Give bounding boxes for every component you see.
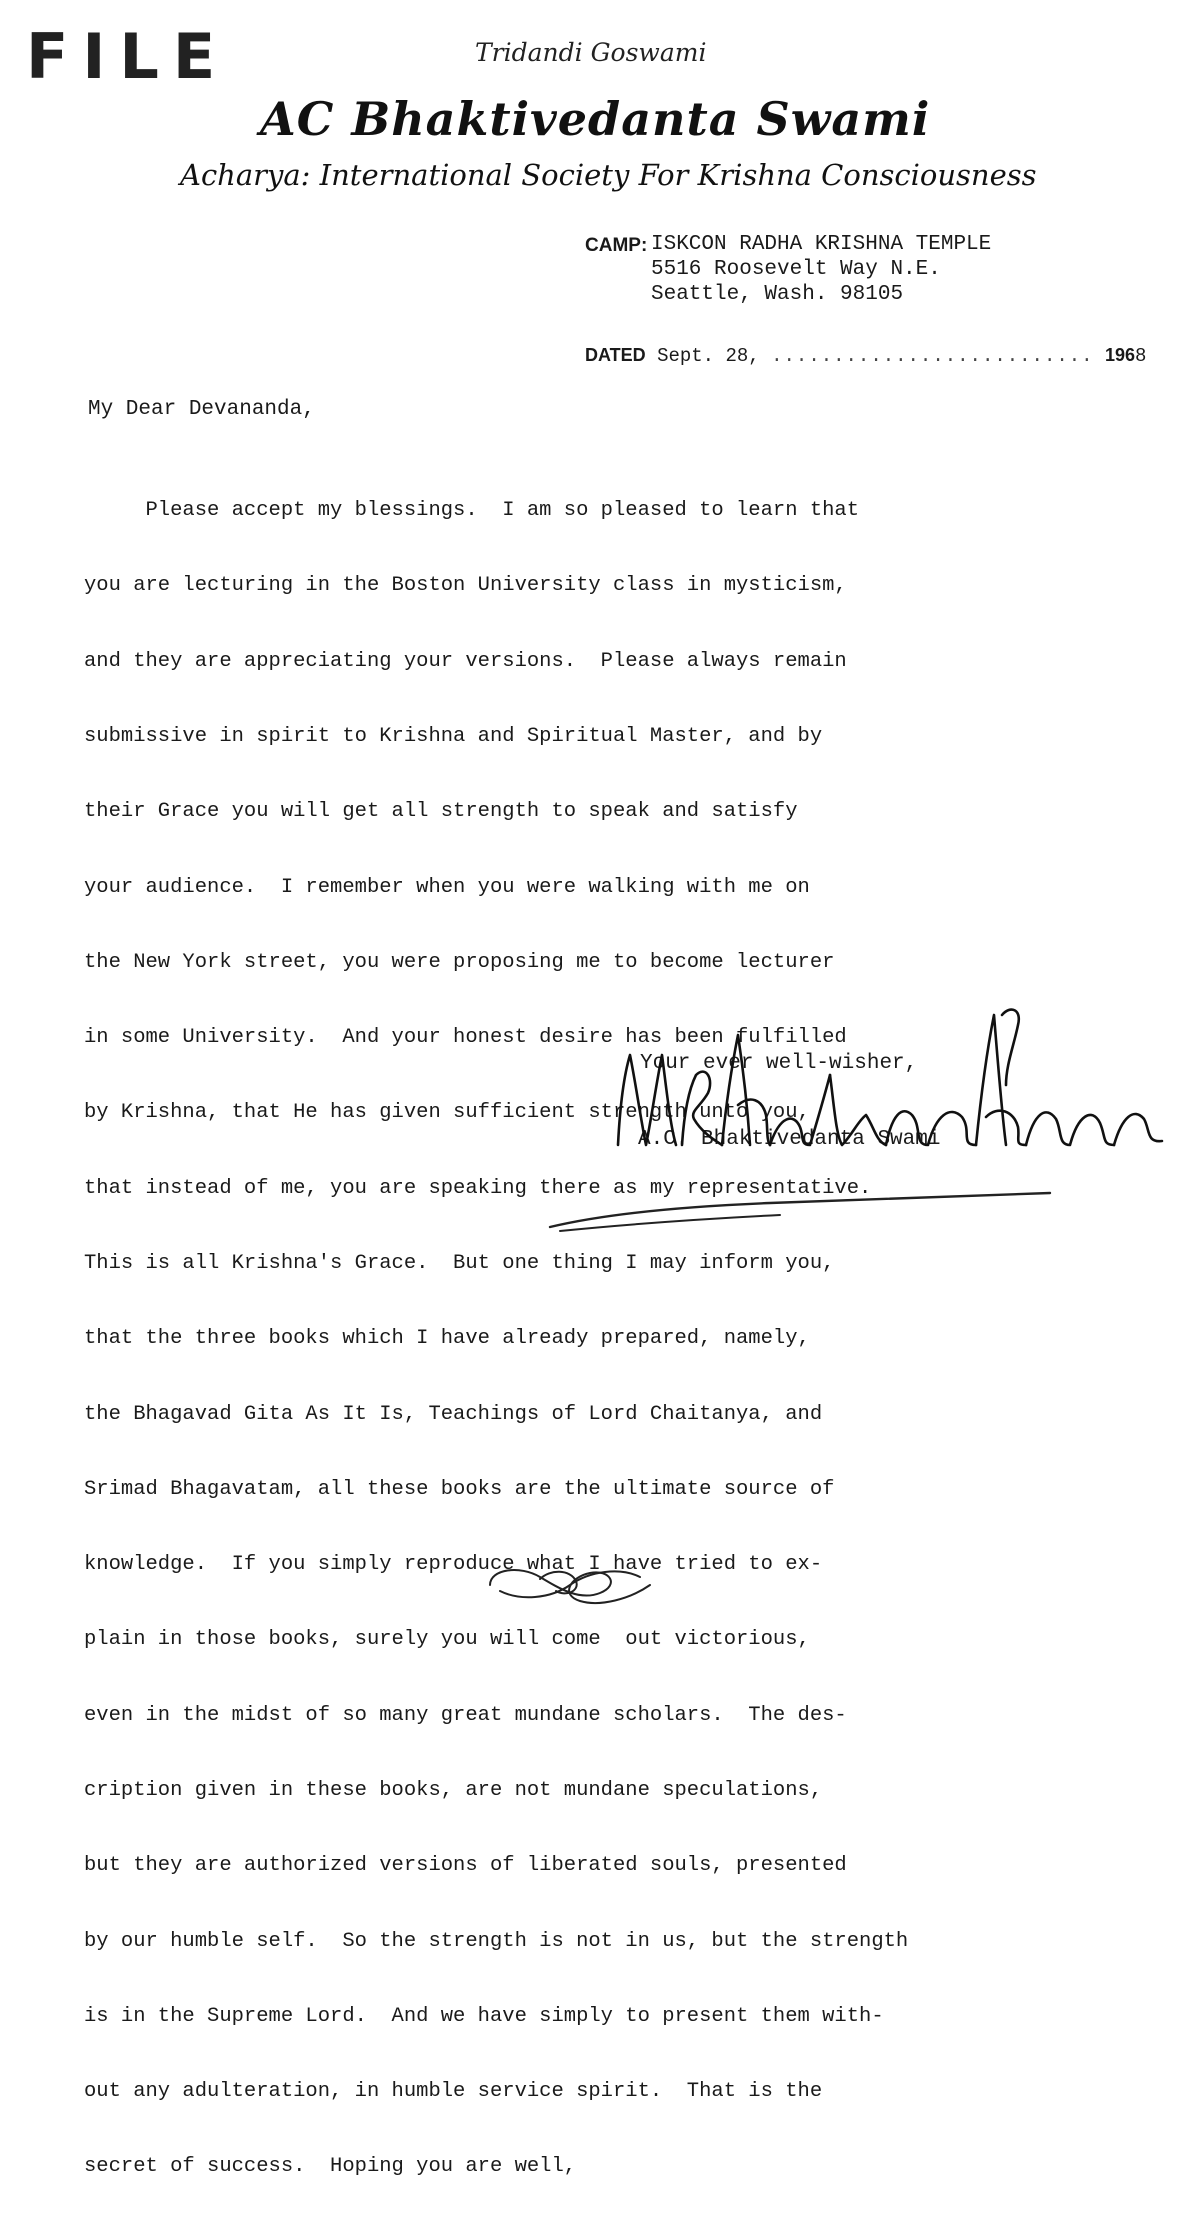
handwritten-signature [610,995,1170,1205]
body-line: in some University. And your honest desire has been fulfilled [84,1026,847,1050]
body-line: out any adulteration, in humble service spirit. That is the [84,2080,823,2104]
body-line: is in the Supreme Lord. And we have simply to present them with- [84,2004,884,2028]
body-line: even in the midst of so many great mundane scholars. The des- [84,1703,847,1727]
dated-year-prefix: 196 [1104,345,1136,365]
body-line: that instead of me, you are speaking there as my representative. [84,1176,872,1200]
body-line: the Bhagavad Gita As It Is, Teachings of Lord Chaitanya, and [84,1402,823,1426]
body-line: your audience. I remember when you were walking with me on [84,875,810,899]
body-line: Srimad Bhagavatam, all these books are the ultimate source of [84,1477,835,1501]
body-line: that the three books which I have already prepared, namely, [84,1327,810,1351]
signer-name: A.C. Bhaktivedanta Swami [638,1128,941,1151]
body-line: Please accept my blessings. I am so pleased to learn that [84,499,860,523]
camp-line-3: Seattle, Wash. 98105 [651,283,904,306]
body-line: but they are authorized versions of liberated souls, presented [84,1854,847,1878]
body-line: and they are appreciating your versions. Please always remain [84,649,847,673]
dated-label: DATED [585,345,646,365]
file-stamp: FILE [26,20,230,93]
body-line: the New York street, you were proposing me to become lecturer [84,950,835,974]
closing: Your ever well-wisher, [640,1052,918,1075]
camp-label: CAMP: [585,235,648,256]
ornamental-flourish [480,1555,660,1615]
body-line: cription given in these books, are not mundane speculations, [84,1778,823,1802]
body-line: secret of success. Hoping you are well, [84,2155,577,2179]
letterhead-affiliation: Acharya: International Society For Krishna Consciousness [180,158,1037,192]
body-line: by Krishna, that He has given sufficient strength unto you, [84,1101,810,1125]
camp-line-2: 5516 Roosevelt Way N.E. [651,258,941,281]
camp-line-1: ISKCON RADHA KRISHNA TEMPLE [651,233,992,256]
letterhead-name: AC Bhaktivedanta Swami [260,92,931,146]
body-line: their Grace you will get all strength to speak and satisfy [84,800,798,824]
body-line: submissive in spirit to Krishna and Spiritual Master, and by [84,725,823,749]
camp-address-block [585,232,991,307]
dated-date: Sept. 28, [657,345,760,367]
dated-year-suffix: 8 [1135,345,1147,367]
body-line: This is all Krishna's Grace. But one thing I may inform you, [84,1252,835,1275]
body-line: knowledge. If you simply reproduce what I have tried to ex- [84,1553,823,1577]
letterhead-title: Tridandi Goswami [475,38,707,67]
date-line [585,345,1146,367]
dated-fill-dots: .......................... [771,345,1094,367]
signature-underline [540,1185,1060,1245]
letter-body [84,448,908,2230]
body-line: by our humble self. So the strength is not in us, but the strength [84,1929,909,1953]
body-line: plain in those books, surely you will come out victorious, [84,1628,810,1652]
body-line: you are lecturing in the Boston University class in mysticism, [84,574,847,598]
salutation: My Dear Devananda, [88,398,315,421]
